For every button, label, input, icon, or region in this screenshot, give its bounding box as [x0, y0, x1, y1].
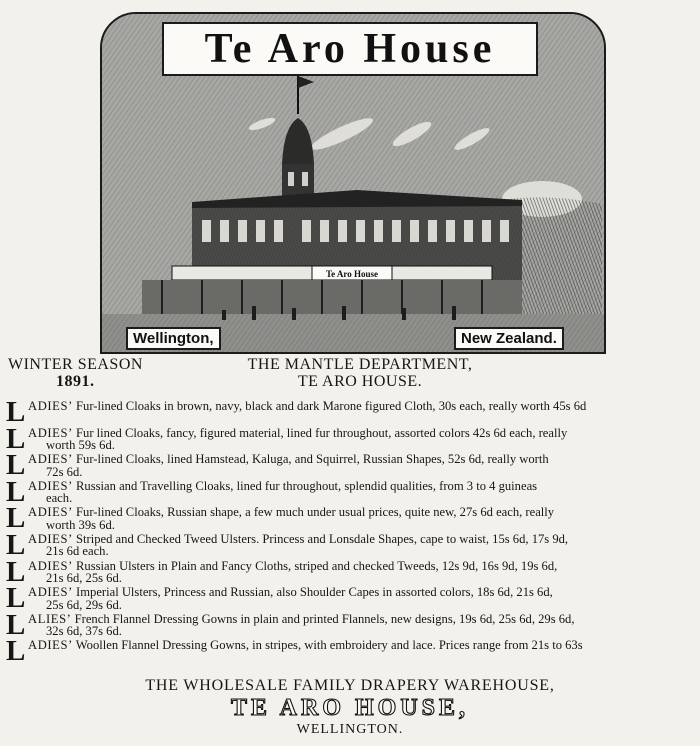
main-building — [142, 190, 522, 320]
building-illustration — [100, 12, 606, 354]
location-label-new-zealand: New Zealand. — [454, 327, 564, 350]
footer-store-name — [0, 695, 700, 721]
footer-city: WELLINGTON. — [296, 722, 404, 737]
department-heading — [220, 356, 500, 390]
title-plate — [162, 22, 538, 76]
footer-warehouse: THE WHOLESALE FAMILY DRAPERY WAREHOUSE, — [145, 677, 555, 694]
item-text-continued: worth 59s 6d. — [46, 438, 115, 452]
item-text: Fur-lined Cloaks, lined Hamstead, Kaluga, and Squirrel, Russian Shapes, 52s 6d, really worth — [76, 452, 549, 467]
item-lead-word: ALIES’ — [28, 611, 72, 626]
item-lead-word: ADIES’ — [28, 585, 73, 600]
item-lead-word: ADIES’ — [28, 452, 73, 467]
item-lead-word: ADIES’ — [28, 399, 73, 413]
item-text: Fur-lined Cloaks, Russian shape, a few much under usual prices, quite new, 27s 6d each, really — [76, 505, 555, 520]
season-label: WINTER SEASON — [8, 356, 143, 373]
drop-cap: L — [6, 449, 26, 482]
list-item — [6, 396, 690, 428]
footer-store-name-text: TE ARO HOUSE, — [230, 695, 470, 721]
item-text: Fur-lined Cloaks in brown, navy, black and dark Marone figured Cloth, 30s each, really worth 45s 6d — [76, 399, 587, 413]
item-text: Striped and Checked Tweed Ulsters. Princess and Lonsdale Shapes, cape to waist, 15s 6d, 17s 9d, — [76, 531, 569, 546]
item-lead-word: ADIES’ — [28, 638, 73, 653]
item-text: Imperial Ulsters, Princess and Russian, also Shoulder Capes in assorted colors, 18s 6d, 21s 6d, — [76, 585, 553, 600]
drop-cap: L — [6, 635, 26, 668]
list-item — [6, 449, 690, 482]
store-label: TE ARO HOUSE. — [297, 373, 423, 390]
list-item — [6, 502, 690, 535]
drop-cap: L — [6, 608, 26, 641]
list-item — [6, 582, 690, 615]
season-heading — [8, 356, 178, 390]
item-text-continued: worth 39s 6d. — [46, 517, 115, 532]
item-lead-word: ADIES’ — [28, 505, 73, 520]
store-title: Te Aro House — [204, 26, 496, 72]
item-lead-word: ADIES’ — [28, 425, 73, 440]
item-lead-word: ADIES’ — [28, 531, 73, 546]
list-item — [6, 555, 690, 588]
item-text-continued: each. — [46, 491, 73, 506]
item-text-continued: 21s 6d each. — [46, 544, 109, 559]
drop-cap: L — [6, 582, 26, 615]
list-item — [6, 528, 690, 561]
item-text-continued: 32s 6d, 37s 6d. — [46, 624, 122, 639]
item-text: Russian and Travelling Cloaks, lined fur throughout, splendid qualities, from 3 to 4 guineas — [76, 478, 538, 493]
drop-cap: L — [6, 396, 26, 428]
drop-cap: L — [6, 475, 26, 508]
list-item — [6, 635, 690, 668]
department-label: THE MANTLE DEPARTMENT, — [247, 356, 473, 373]
drop-cap: L — [6, 528, 26, 561]
item-text: Fur lined Cloaks, fancy, figured material, lined fur throughout, assorted colors 42s 6d each, really — [76, 425, 568, 440]
item-text-continued: 25s 6d, 29s 6d. — [46, 597, 122, 612]
drop-cap: L — [6, 555, 26, 588]
drop-cap: L — [6, 502, 26, 535]
item-text-continued: 21s 6d, 25s 6d. — [46, 570, 122, 585]
list-item — [6, 475, 690, 508]
item-text: French Flannel Dressing Gowns in plain and printed Flannels, new designs, 19s 6d, 25s 6d, 29s 6d, — [74, 611, 575, 626]
shop-sign: Te Aro House — [325, 269, 379, 279]
location-label-wellington: Wellington, — [126, 327, 221, 350]
season-year: 1891. — [56, 373, 95, 390]
list-item — [6, 422, 690, 455]
item-text: Russian Ulsters in Plain and Fancy Cloths, striped and checked Tweeds, 12s 9d, 16s 9d, 19s 6d, — [76, 558, 558, 573]
product-list — [6, 396, 690, 668]
item-lead-word: ADIES’ — [28, 558, 73, 573]
item-text-continued: 72s 6d. — [46, 464, 83, 479]
drop-cap: L — [6, 422, 26, 455]
item-lead-word: ADIES’ — [28, 478, 73, 493]
list-item — [6, 608, 690, 641]
item-text: Woollen Flannel Dressing Gowns, in stripes, with embroidery and lace. Prices range from 21s to 63s — [75, 638, 583, 653]
